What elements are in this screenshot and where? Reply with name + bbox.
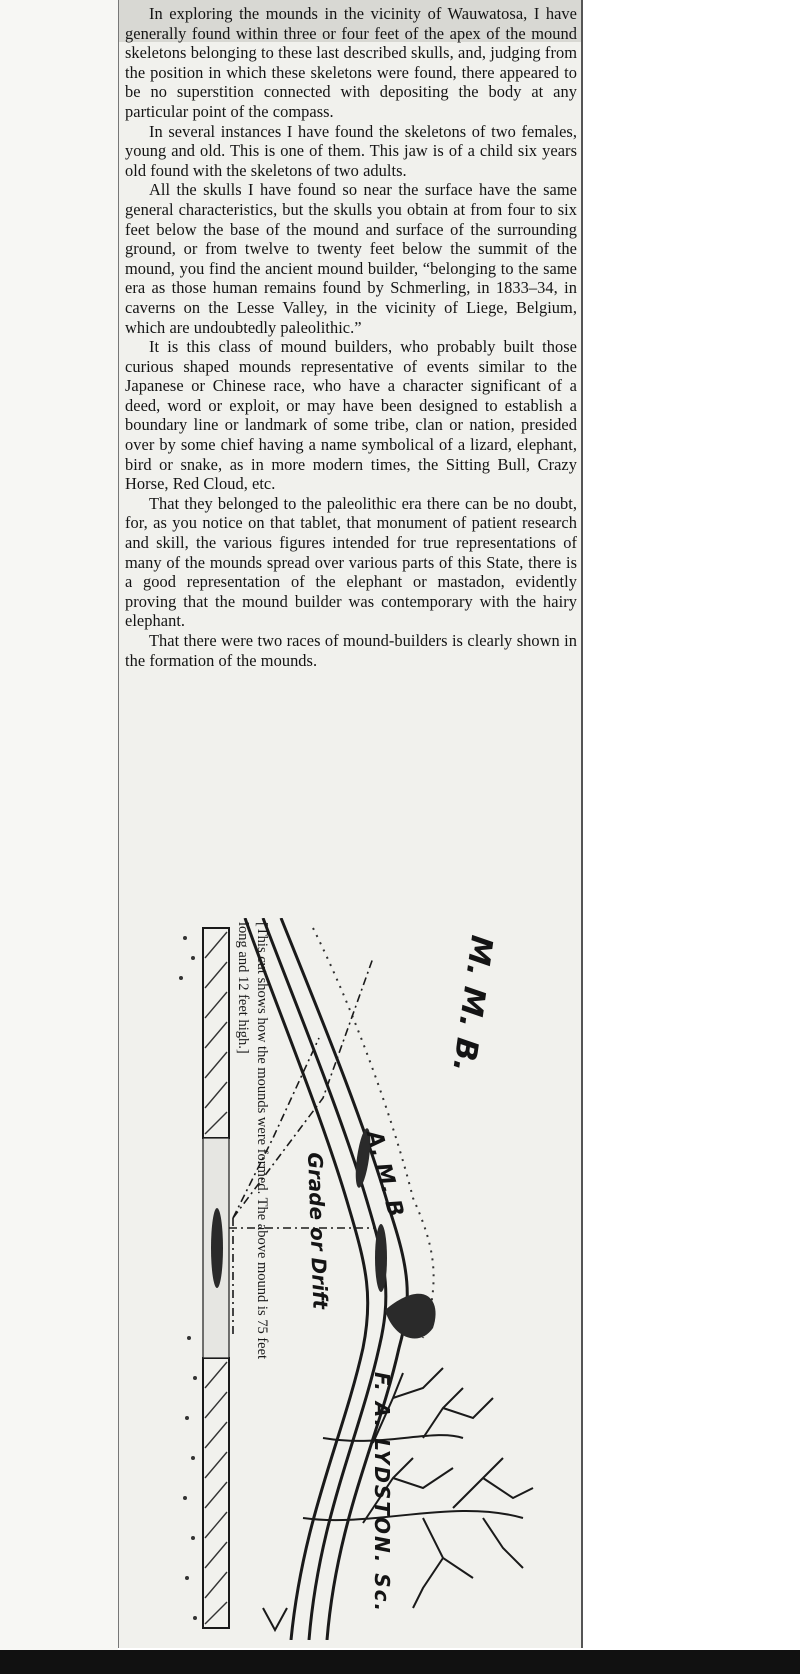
- scan-left-margin: [0, 0, 118, 1674]
- article-paragraph-3: All the skulls I have found so near the surface have the same general characteristics, but the skulls you obtain at from four to six feet below the base of the mound and surface of the surrounding ground, or from twelve to twenty feet below the summit of the mound, you find the ancient mound builder, “belonging to the same era as those human remains found by Schmerling, in 1833–34, in caverns on the Lesse Valley, in the vicinity of Liege, Belgium, which are undoubtedly paleolithic.”: [125, 180, 577, 337]
- handwritten-label-grade: Grade or Drift: [303, 1152, 333, 1310]
- figure-caption: [231, 922, 271, 1622]
- burial-cluster: [385, 1294, 436, 1339]
- article-text: [125, 4, 577, 670]
- caption-line-2: long and 12 feet high.]: [235, 922, 251, 1054]
- scan-bottom-edge: [0, 1650, 800, 1674]
- artist-signature: F. A. LYDSTON. Sc.: [370, 1372, 394, 1614]
- lower-burial-shape: [211, 1208, 223, 1288]
- article-paragraph-4: It is this class of mound builders, who probably built those curious shaped mounds representative of events similar to the Japanese or Chinese race, who have a character significant of a deed, word or exploit, or may have been designed to establish a boundary line or landmark of some tribe, clan or nation, presided over by some chief having a name symbolical of a lizard, elephant, bird or snake, as in more modern times, the Sitting Bull, Crazy Horse, Red Cloud, etc.: [125, 337, 577, 494]
- article-paragraph-2: In several instances I have found the skeletons of two females, young and old. This is one of them. This jaw is of a child six years old found with the skeletons of two adults.: [125, 121, 577, 180]
- article-paragraph-5: That they belonged to the paleolithic era there can be no doubt, for, as you notice on that tablet, that monument of patient research and skill, the various figures intended for true representations of many of the mounds spread over various parts of this State, there is a good representation of the elephant or mastadon, evidently proving that the mound builder was contemporary with the hairy elephant.: [125, 493, 577, 631]
- burial-skeleton-2: [375, 1224, 387, 1292]
- mound-cross-section-figure: [123, 918, 577, 1640]
- caption-line-1: [This cut shows how the mounds were formed. The above mound is 75 feet: [254, 922, 270, 1360]
- lower-strata-block: [203, 1358, 229, 1628]
- handwritten-label-mmb: M. M. B.: [445, 933, 499, 1075]
- article-paragraph-6: That there were two races of mound-builders is clearly shown in the formation of the mounds.: [125, 631, 577, 670]
- handwritten-label-amb: A. M. B: [360, 1128, 408, 1220]
- article-paragraph-1: In exploring the mounds in the vicinity of Wauwatosa, I have generally found within three or four feet of the apex of the mound skeletons belonging to these last described skulls, and, judging from the position in which these skeletons were found, there appeared to be no superstition connected with depositing the body at any particular point of the compass.: [125, 4, 577, 121]
- mound-sketch: [123, 918, 577, 1640]
- newspaper-clipping: [118, 0, 583, 1648]
